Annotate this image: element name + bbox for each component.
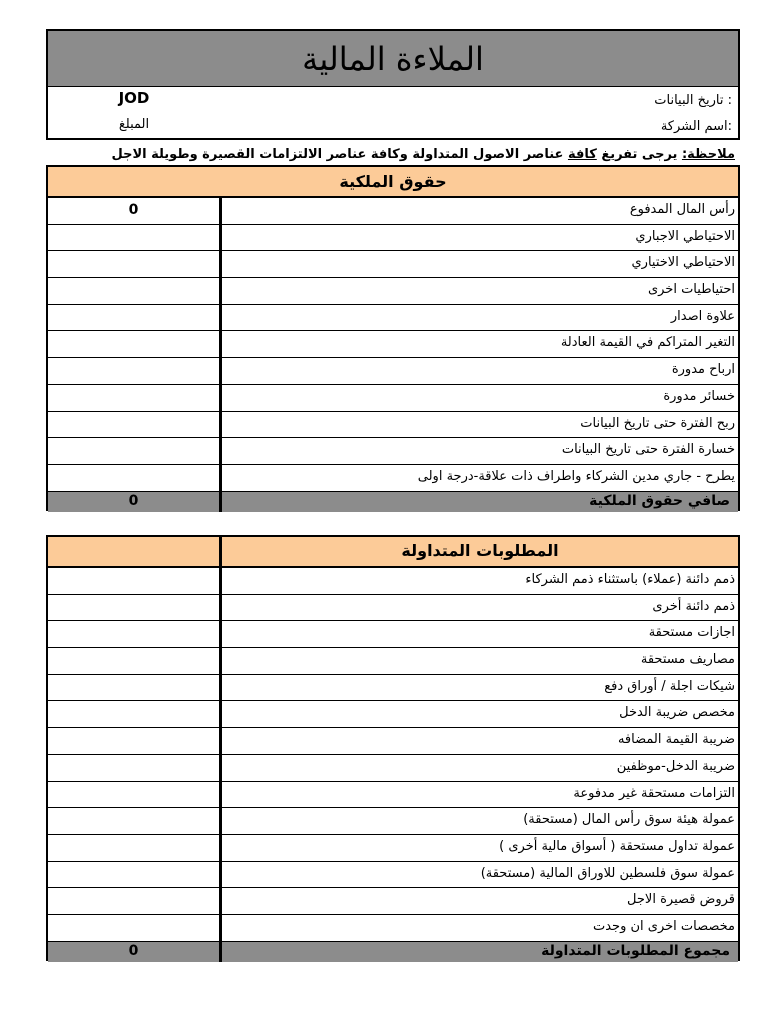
row-label: يطرح - جاري مدين الشركاء واطراف ذات علاقة-درجة اولى (417, 468, 735, 484)
row-label: علاوة اصدار (670, 308, 735, 324)
amount-cell[interactable] (48, 701, 222, 727)
amount-cell[interactable] (48, 675, 222, 701)
note-emphasis: كافة (567, 147, 597, 162)
table-row (48, 782, 738, 809)
row-label: شيكات اجلة / أوراق دفع (604, 678, 735, 694)
row-label: قروض قصيرة الاجل (627, 892, 735, 908)
table-row (48, 595, 738, 622)
table-row (48, 701, 738, 728)
company-label: :اسم الشركة (660, 119, 732, 134)
table-row (48, 251, 738, 278)
table-row (48, 278, 738, 305)
liabilities-total-row (48, 942, 738, 962)
table-row (48, 568, 738, 595)
header-block (46, 29, 740, 140)
amount-cell[interactable] (48, 305, 222, 331)
liabilities-table (46, 535, 740, 961)
amount-cell[interactable] (48, 621, 222, 647)
row-label: ضريبة الدخل-موظفين (616, 758, 735, 774)
row-label: احتياطيات اخرى (647, 282, 735, 298)
table-row (48, 225, 738, 252)
amount-cell[interactable] (48, 782, 222, 808)
amount-cell[interactable] (48, 648, 222, 674)
equity-total-row (48, 492, 738, 512)
currency-value: JOD (118, 89, 150, 107)
table-row (48, 915, 738, 942)
table-row (48, 675, 738, 702)
table-row (48, 305, 738, 332)
table-row (48, 835, 738, 862)
note (0, 145, 735, 165)
liabilities-total-label: مجموع المطلوبات المتداولة (541, 942, 730, 959)
equity-total-amount: 0 (48, 492, 222, 512)
amount-cell[interactable] (48, 728, 222, 754)
row-label: التزامات مستحقة غير مدفوعة (573, 785, 735, 801)
equity-total-label: صافي حقوق الملكية (589, 492, 730, 509)
table-row (48, 465, 738, 492)
row-label: اجازات مستحقة (648, 625, 735, 641)
date-row (48, 87, 738, 113)
row-label: ربح الفترة حتى تاريخ البيانات (580, 415, 735, 431)
amount-cell[interactable] (48, 465, 222, 491)
amount-cell[interactable] (48, 568, 222, 594)
liabilities-heading-row (48, 537, 738, 568)
amount-cell[interactable] (48, 915, 222, 941)
row-label: ارباح مدورة (671, 362, 735, 378)
row-label: مخصص ضريبة الدخل (619, 705, 735, 721)
row-label: رأس المال المدفوع (629, 202, 735, 217)
amount-cell[interactable] (48, 225, 222, 251)
amount-cell[interactable] (48, 331, 222, 357)
note-text-2: عناصر الاصول المتداولة وكافة عناصر الالتزامات القصيرة وطويلة الاجل (111, 147, 568, 162)
row-label: التغير المتراكم في القيمة العادلة (560, 335, 735, 351)
company-row (48, 113, 738, 139)
table-row (48, 862, 738, 889)
note-label: ملاحظة: (681, 147, 735, 162)
row-label: مصاريف مستحقة (640, 652, 735, 668)
table-row (48, 385, 738, 412)
amount-cell[interactable] (48, 385, 222, 411)
amount-cell[interactable] (48, 808, 222, 834)
table-row (48, 331, 738, 358)
table-row (48, 621, 738, 648)
liabilities-heading: المطلوبات المتداولة (401, 541, 559, 560)
amount-cell[interactable] (48, 412, 222, 438)
table-row (48, 412, 738, 439)
amount-cell[interactable] (48, 595, 222, 621)
amount-cell[interactable] (48, 862, 222, 888)
row-label: مخصصات اخرى ان وجدت (592, 918, 735, 934)
amount-cell[interactable] (48, 835, 222, 861)
amount-cell[interactable] (48, 755, 222, 781)
row-label: ضريبة القيمة المضافه (617, 732, 735, 748)
table-row (48, 728, 738, 755)
amount-header: المبلغ (118, 117, 150, 132)
table-row (48, 198, 738, 225)
liabilities-total-amount: 0 (48, 942, 222, 962)
row-label: ذمم دائنة (عملاء) باستثناء ذمم الشركاء (525, 572, 735, 587)
amount-cell[interactable] (48, 358, 222, 384)
amount-cell[interactable] (48, 278, 222, 304)
amount-cell[interactable] (48, 251, 222, 277)
note-text-1: يرجى تفريغ (596, 147, 682, 162)
row-label: ذمم دائنة أخرى (652, 598, 735, 614)
row-label: عمولة هيئة سوق رأس المال (مستحقة) (523, 812, 735, 828)
equity-table (46, 165, 740, 511)
row-label: خسارة الفترة حتى تاريخ البيانات (561, 442, 735, 458)
row-label: خسائر مدورة (663, 388, 735, 404)
table-row (48, 888, 738, 915)
amount-cell[interactable]: 0 (48, 198, 222, 224)
amount-cell[interactable] (48, 888, 222, 914)
page-title: الملاءة المالية (48, 31, 738, 87)
table-row (48, 648, 738, 675)
row-label: عمولة سوق فلسطين للاوراق المالية (مستحقة) (480, 865, 735, 881)
row-label: عمولة تداول مستحقة ( أسواق مالية أخرى ) (499, 838, 735, 854)
equity-heading: حقوق الملكية (48, 167, 738, 198)
heading-amount-cell (48, 537, 222, 566)
table-row (48, 358, 738, 385)
table-row (48, 808, 738, 835)
row-label: الاحتياطي الاجباري (635, 228, 735, 244)
amount-cell[interactable] (48, 438, 222, 464)
table-row (48, 755, 738, 782)
row-label: الاحتياطي الاختياري (631, 255, 735, 271)
table-row (48, 438, 738, 465)
date-label: : تاريخ البيانات (654, 93, 732, 108)
